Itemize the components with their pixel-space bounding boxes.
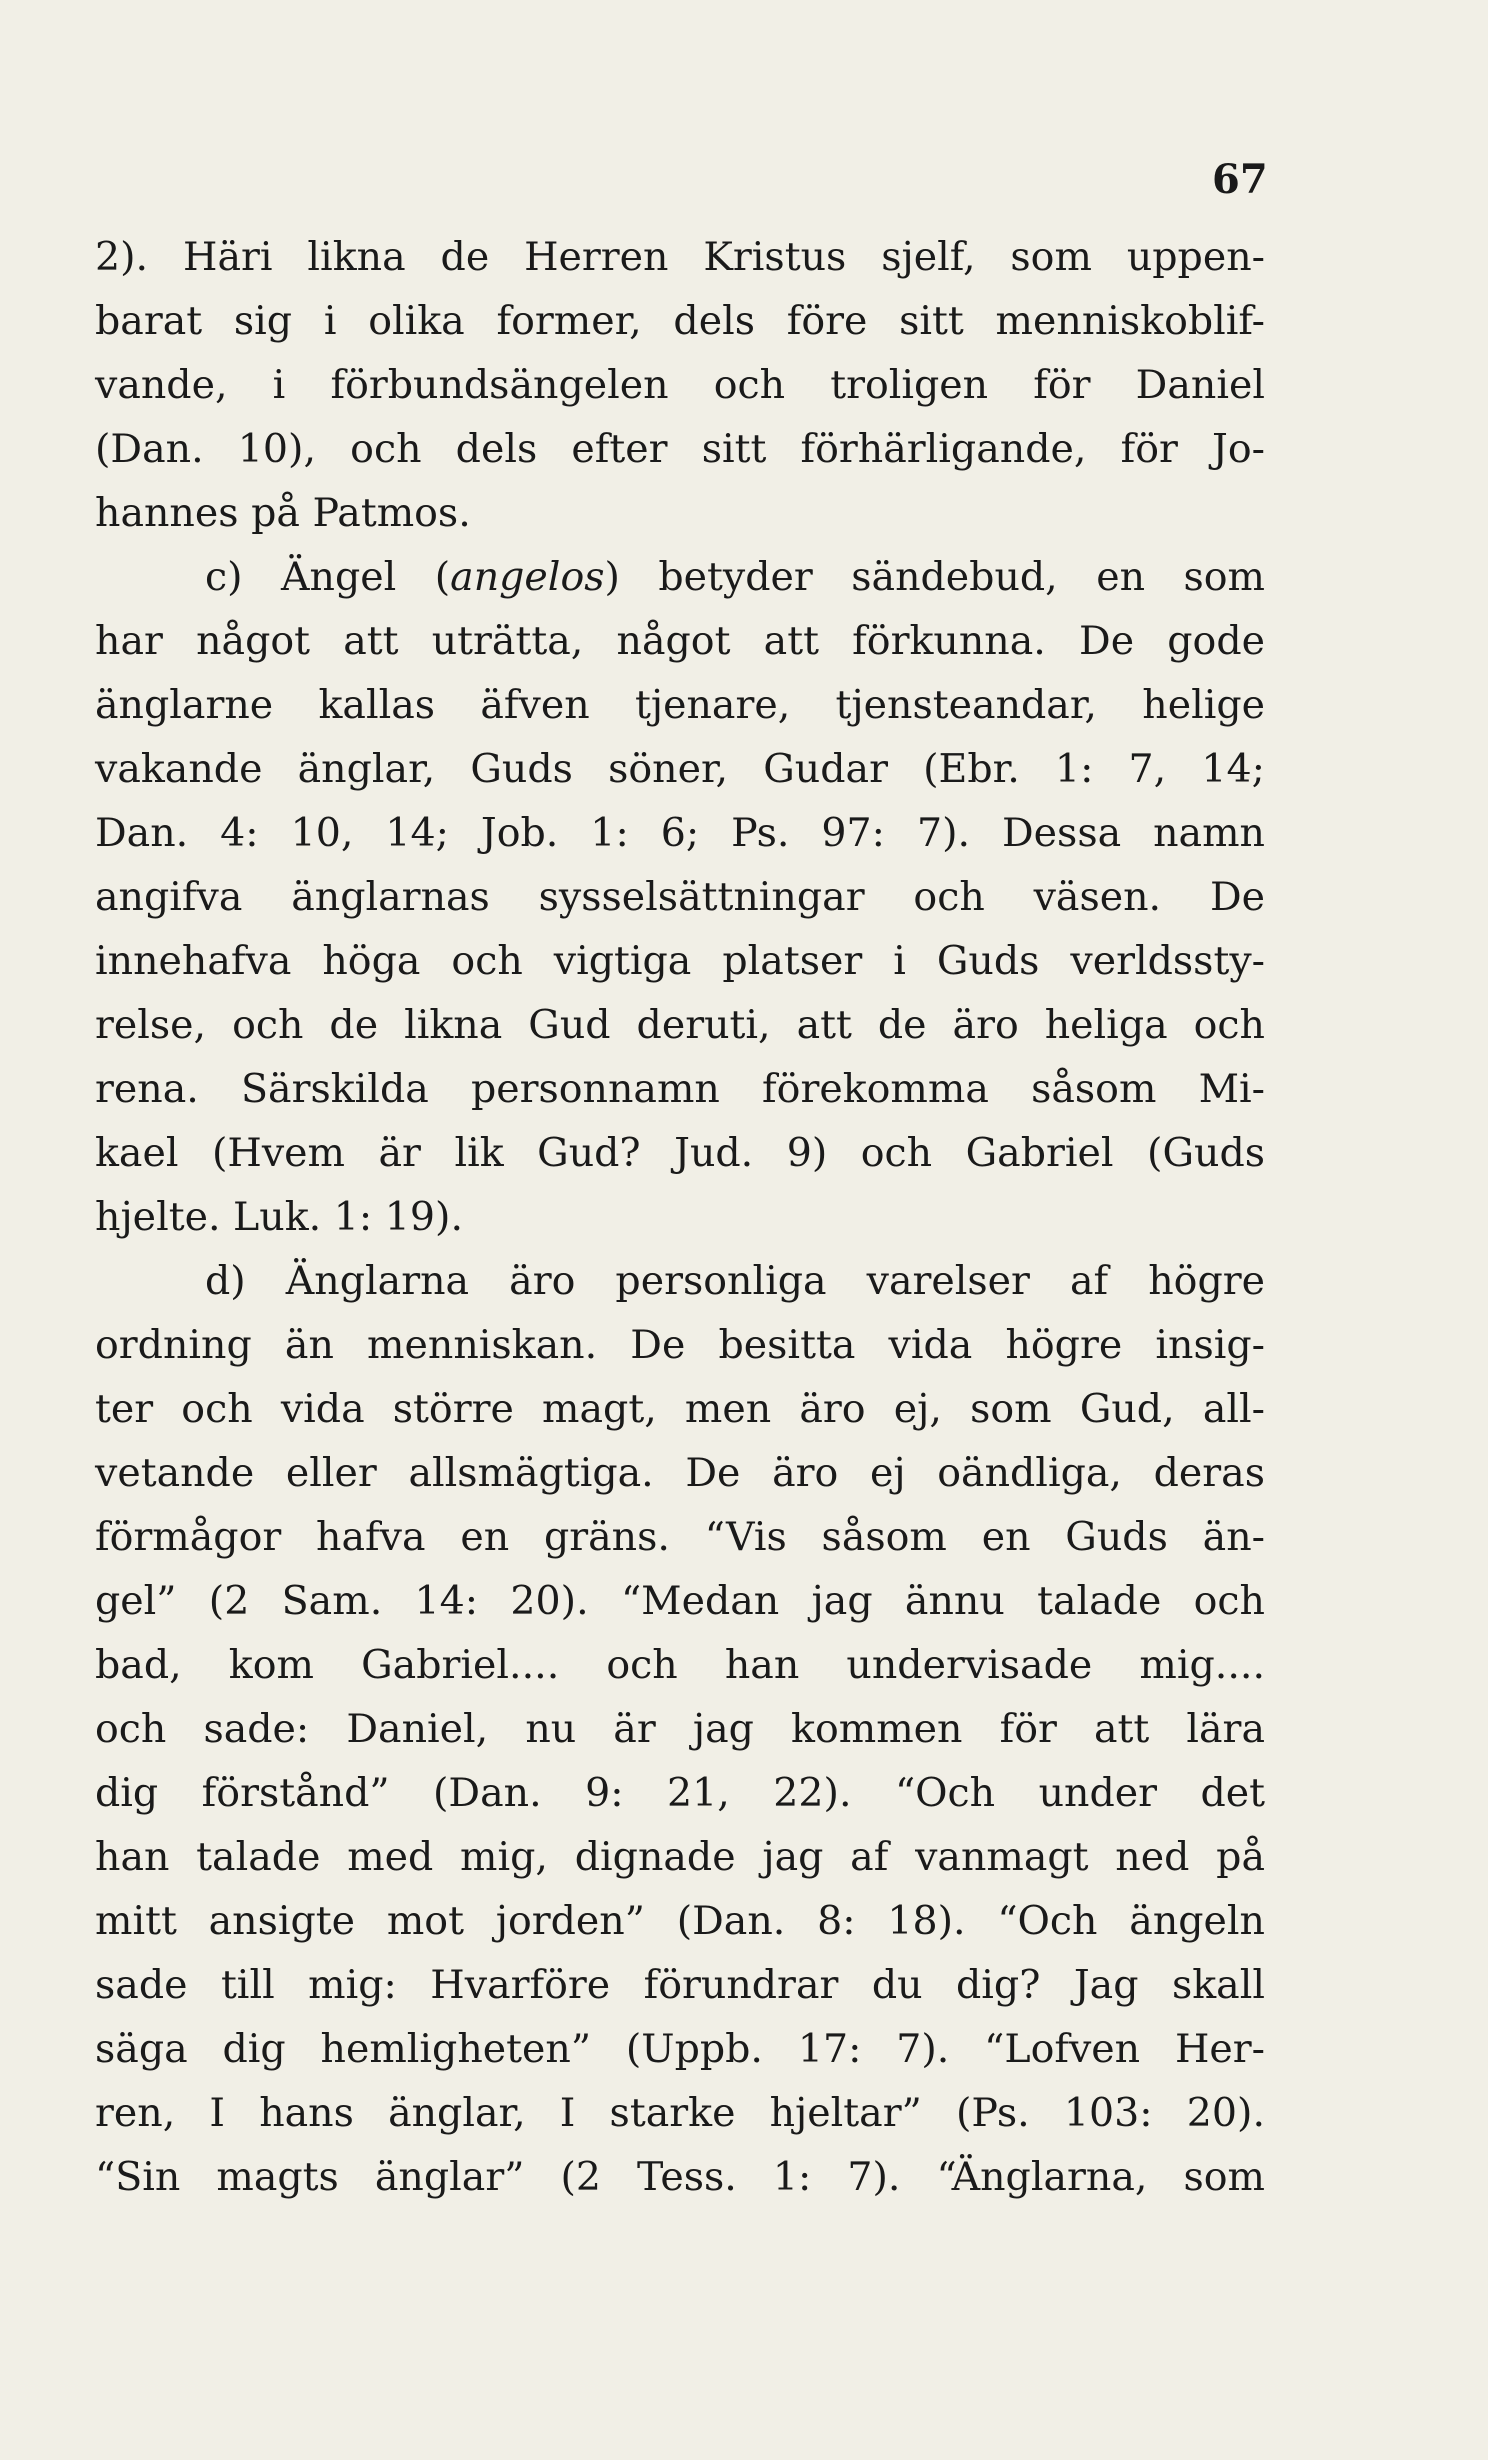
text-line: hjelte. Luk. 1: 19). [95,1194,463,1240]
text-line: ter och vida större magt, men äro ej, som Gud, all- [95,1386,1265,1432]
text-line: 2). Häri likna de Herren Kristus sjelf, som uppen- [95,234,1265,280]
text-line: har något att uträtta, något att förkunna. De gode [95,618,1265,664]
text-line: ren, I hans änglar, I starke hjeltar” (Ps. 103: 20). [95,2090,1265,2136]
text-line: ordning än menniskan. De besitta vida högre insig- [95,1322,1265,1368]
text-line: och sade: Daniel, nu är jag kommen för att lära [95,1706,1265,1752]
text-line: relse, och de likna Gud deruti, att de äro heliga och [95,1002,1265,1048]
text-line: sade till mig: Hvarföre förundrar du dig? Jag skall [95,1962,1265,2008]
text-line: rena. Särskilda personnamn förekomma såsom Mi- [95,1066,1265,1112]
text-line: d) Änglarna äro personliga varelser af högre [205,1258,1265,1304]
text-line: innehafva höga och vigtiga platser i Guds verldssty- [95,938,1265,984]
text-line: han talade med mig, dignade jag af vanmagt ned på [95,1834,1265,1880]
text-line: barat sig i olika former, dels före sitt menniskoblif- [95,298,1265,344]
text-line: hannes på Patmos. [95,490,471,536]
text-line: säga dig hemligheten” (Uppb. 17: 7). “Lofven Her- [95,2026,1265,2072]
text-segment: c) Ängel ( [205,554,451,600]
text-line: vande, i förbundsängelen och troligen för Daniel [95,362,1265,408]
text-line: gel” (2 Sam. 14: 20). “Medan jag ännu talade och [95,1578,1265,1624]
text-line: Dan. 4: 10, 14; Job. 1: 6; Ps. 97: 7). Dessa namn [95,810,1265,856]
text-segment: ) betyder sändebud, en som [604,554,1265,600]
text-line: kael (Hvem är lik Gud? Jud. 9) och Gabriel (Guds [95,1130,1265,1176]
text-line: änglarne kallas äfven tjenare, tjensteandar, helige [95,682,1265,728]
text-line: förmågor hafva en gräns. “Vis såsom en Guds än- [95,1514,1265,1560]
text-line: mitt ansigte mot jorden” (Dan. 8: 18). “Och ängeln [95,1898,1265,1944]
text-line: vakande änglar, Guds söner, Gudar (Ebr. 1: 7, 14; [95,746,1265,792]
text-line: dig förstånd” (Dan. 9: 21, 22). “Och under det [95,1770,1265,1816]
text-line-italic [95,545,1265,609]
text-line: “Sin magts änglar” (2 Tess. 1: 7). “Änglarna, som [95,2154,1265,2200]
body-text [95,225,1265,2209]
italic-word: angelos [450,554,605,600]
text-line: angifva änglarnas sysselsättningar och väsen. De [95,874,1265,920]
page-number: 67 [1212,156,1268,203]
text-line: vetande eller allsmägtiga. De äro ej oändliga, deras [95,1450,1265,1496]
text-line: (Dan. 10), och dels efter sitt förhärligande, för Jo- [95,426,1265,472]
text-line: bad, kom Gabriel.... och han undervisade mig.... [95,1642,1265,1688]
